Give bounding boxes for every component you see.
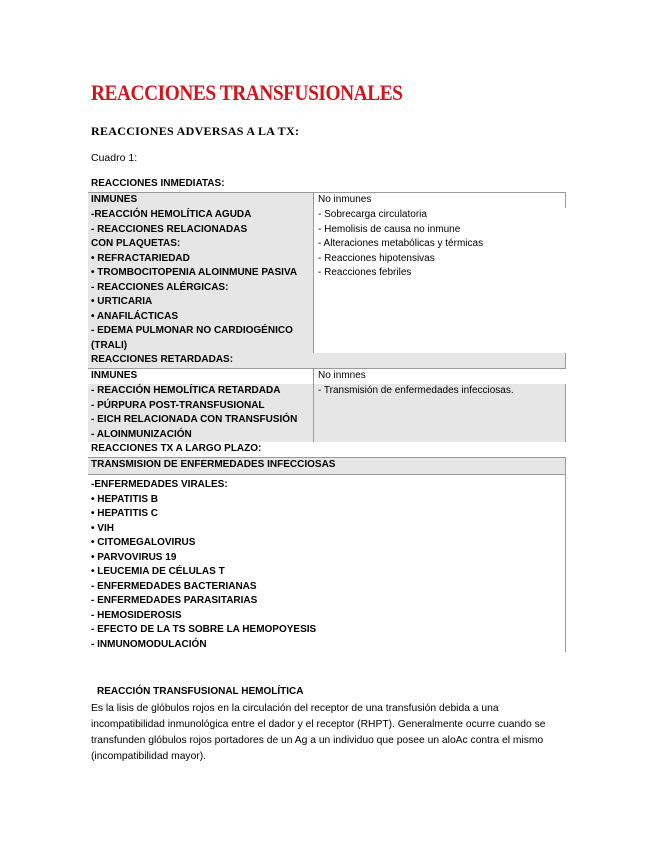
delayed-reactions-title: REACCIONES RETARDADAS:: [91, 354, 234, 365]
list-item: • VIH: [91, 522, 114, 534]
list-item: • URTICARIA: [91, 296, 153, 307]
list-item: - ALOINMUNIZACIÓN: [91, 428, 192, 440]
list-item: -ENFERMEDADES VIRALES:: [91, 479, 228, 490]
list-item: - Reacciones hipotensivas: [318, 252, 435, 264]
list-item: - Hemolisis de causa no inmune: [318, 223, 461, 235]
delayed-nonimmune-list: [313, 384, 566, 442]
list-item: • TROMBOCITOPENIA ALOINMUNE PASIVA: [91, 267, 298, 278]
list-item: • REFRACTARIEDAD: [91, 252, 190, 264]
list-item: - Transmisión de enfermedades infecciosas.: [318, 385, 514, 396]
hemolytic-section-paragraph: Es la lisis de glóbulos rojos en la circulación del receptor de una transfusión debida a una incompatibilidad inmunológica entre el dador y el receptor (RHPT). Generalmente ocurre cuando se transfunden glóbulos rojos portadores de un Ag a un individuo que posee un aloAc contra el mismo (incompatibilidad mayor).: [91, 703, 546, 762]
hemolytic-section-title: REACCIÓN TRANSFUSIONAL HEMOLÍTICA: [97, 686, 304, 697]
list-item: - EDEMA PULMONAR NO CARDIOGÉNICO: [91, 325, 293, 336]
immediate-body-row: [88, 208, 566, 353]
list-item: - EFECTO DE LA TS SOBRE LA HEMOPOYESIS: [91, 624, 317, 635]
list-item: - PÚRPURA POST-TRANSFUSIONAL: [91, 399, 265, 411]
immediate-header-row: [88, 192, 566, 208]
delayed-header-immune: INMUNES: [91, 370, 138, 381]
list-item: - HEMOSIDEROSIS: [91, 609, 182, 621]
list-item: -REACCIÓN HEMOLÍTICA AGUDA: [91, 209, 252, 220]
immediate-nonimmune-list: [313, 208, 566, 353]
list-item: - Reacciones febriles: [318, 267, 412, 278]
list-item: • HEPATITIS B: [91, 493, 159, 505]
list-item: - Sobrecarga circulatoria: [318, 209, 427, 220]
list-item: - ENFERMEDADES BACTERIANAS: [91, 580, 257, 592]
list-item: • PARVOVIRUS 19: [91, 551, 177, 563]
long-term-reactions-title: REACCIONES TX A LARGO PLAZO:: [91, 443, 262, 454]
list-item: - EICH RELACIONADA CON TRANSFUSIÓN: [91, 414, 298, 425]
transmission-title: TRANSMISION DE ENFERMEDADES INFECCIOSAS: [91, 459, 336, 470]
list-item: - INMUNOMODULACIÓN: [91, 638, 207, 650]
list-item: • CITOMEGALOVIRUS: [91, 537, 196, 548]
list-item: (TRALI): [91, 339, 128, 351]
delayed-header-nonimmune: No inmnes: [313, 369, 566, 384]
long-term-body-row: [88, 474, 566, 652]
immediate-header-nonimmune: No inmunes: [313, 193, 566, 208]
long-term-list: [88, 478, 566, 652]
immediate-reactions-heading: REACCIONES INMEDIATAS:: [91, 178, 225, 189]
document-title: REACCIONES TRANSFUSIONALES: [91, 80, 403, 105]
transmission-title-row: [88, 457, 566, 474]
delayed-body-row: [88, 384, 566, 442]
delayed-header-row: [88, 368, 566, 384]
list-item: - REACCIÓN HEMOLÍTICA RETARDADA: [91, 385, 281, 396]
list-item: - REACCIONES RELACIONADAS: [91, 223, 248, 235]
delayed-title-row: [88, 353, 566, 368]
immediate-header-immune: INMUNES: [91, 194, 138, 205]
list-item: • ANAFILÁCTICAS: [91, 310, 179, 322]
list-item: CON PLAQUETAS:: [91, 238, 181, 249]
long-term-title-row: [88, 442, 566, 457]
list-item: - REACCIONES ALÉRGICAS:: [91, 281, 229, 293]
list-item: • LEUCEMIA DE CÉLULAS T: [91, 566, 225, 577]
immediate-immune-list: [88, 208, 313, 353]
delayed-immune-list: [88, 384, 313, 442]
reactions-table: [88, 192, 566, 652]
document-subtitle: REACCIONES ADVERSAS A LA TX:: [91, 124, 300, 138]
list-item: - Alteraciones metabólicas y térmicas: [318, 238, 484, 249]
list-item: - ENFERMEDADES PARASITARIAS: [91, 595, 258, 606]
list-item: • HEPATITIS C: [91, 508, 159, 519]
cuadro-label: Cuadro 1:: [91, 152, 138, 164]
